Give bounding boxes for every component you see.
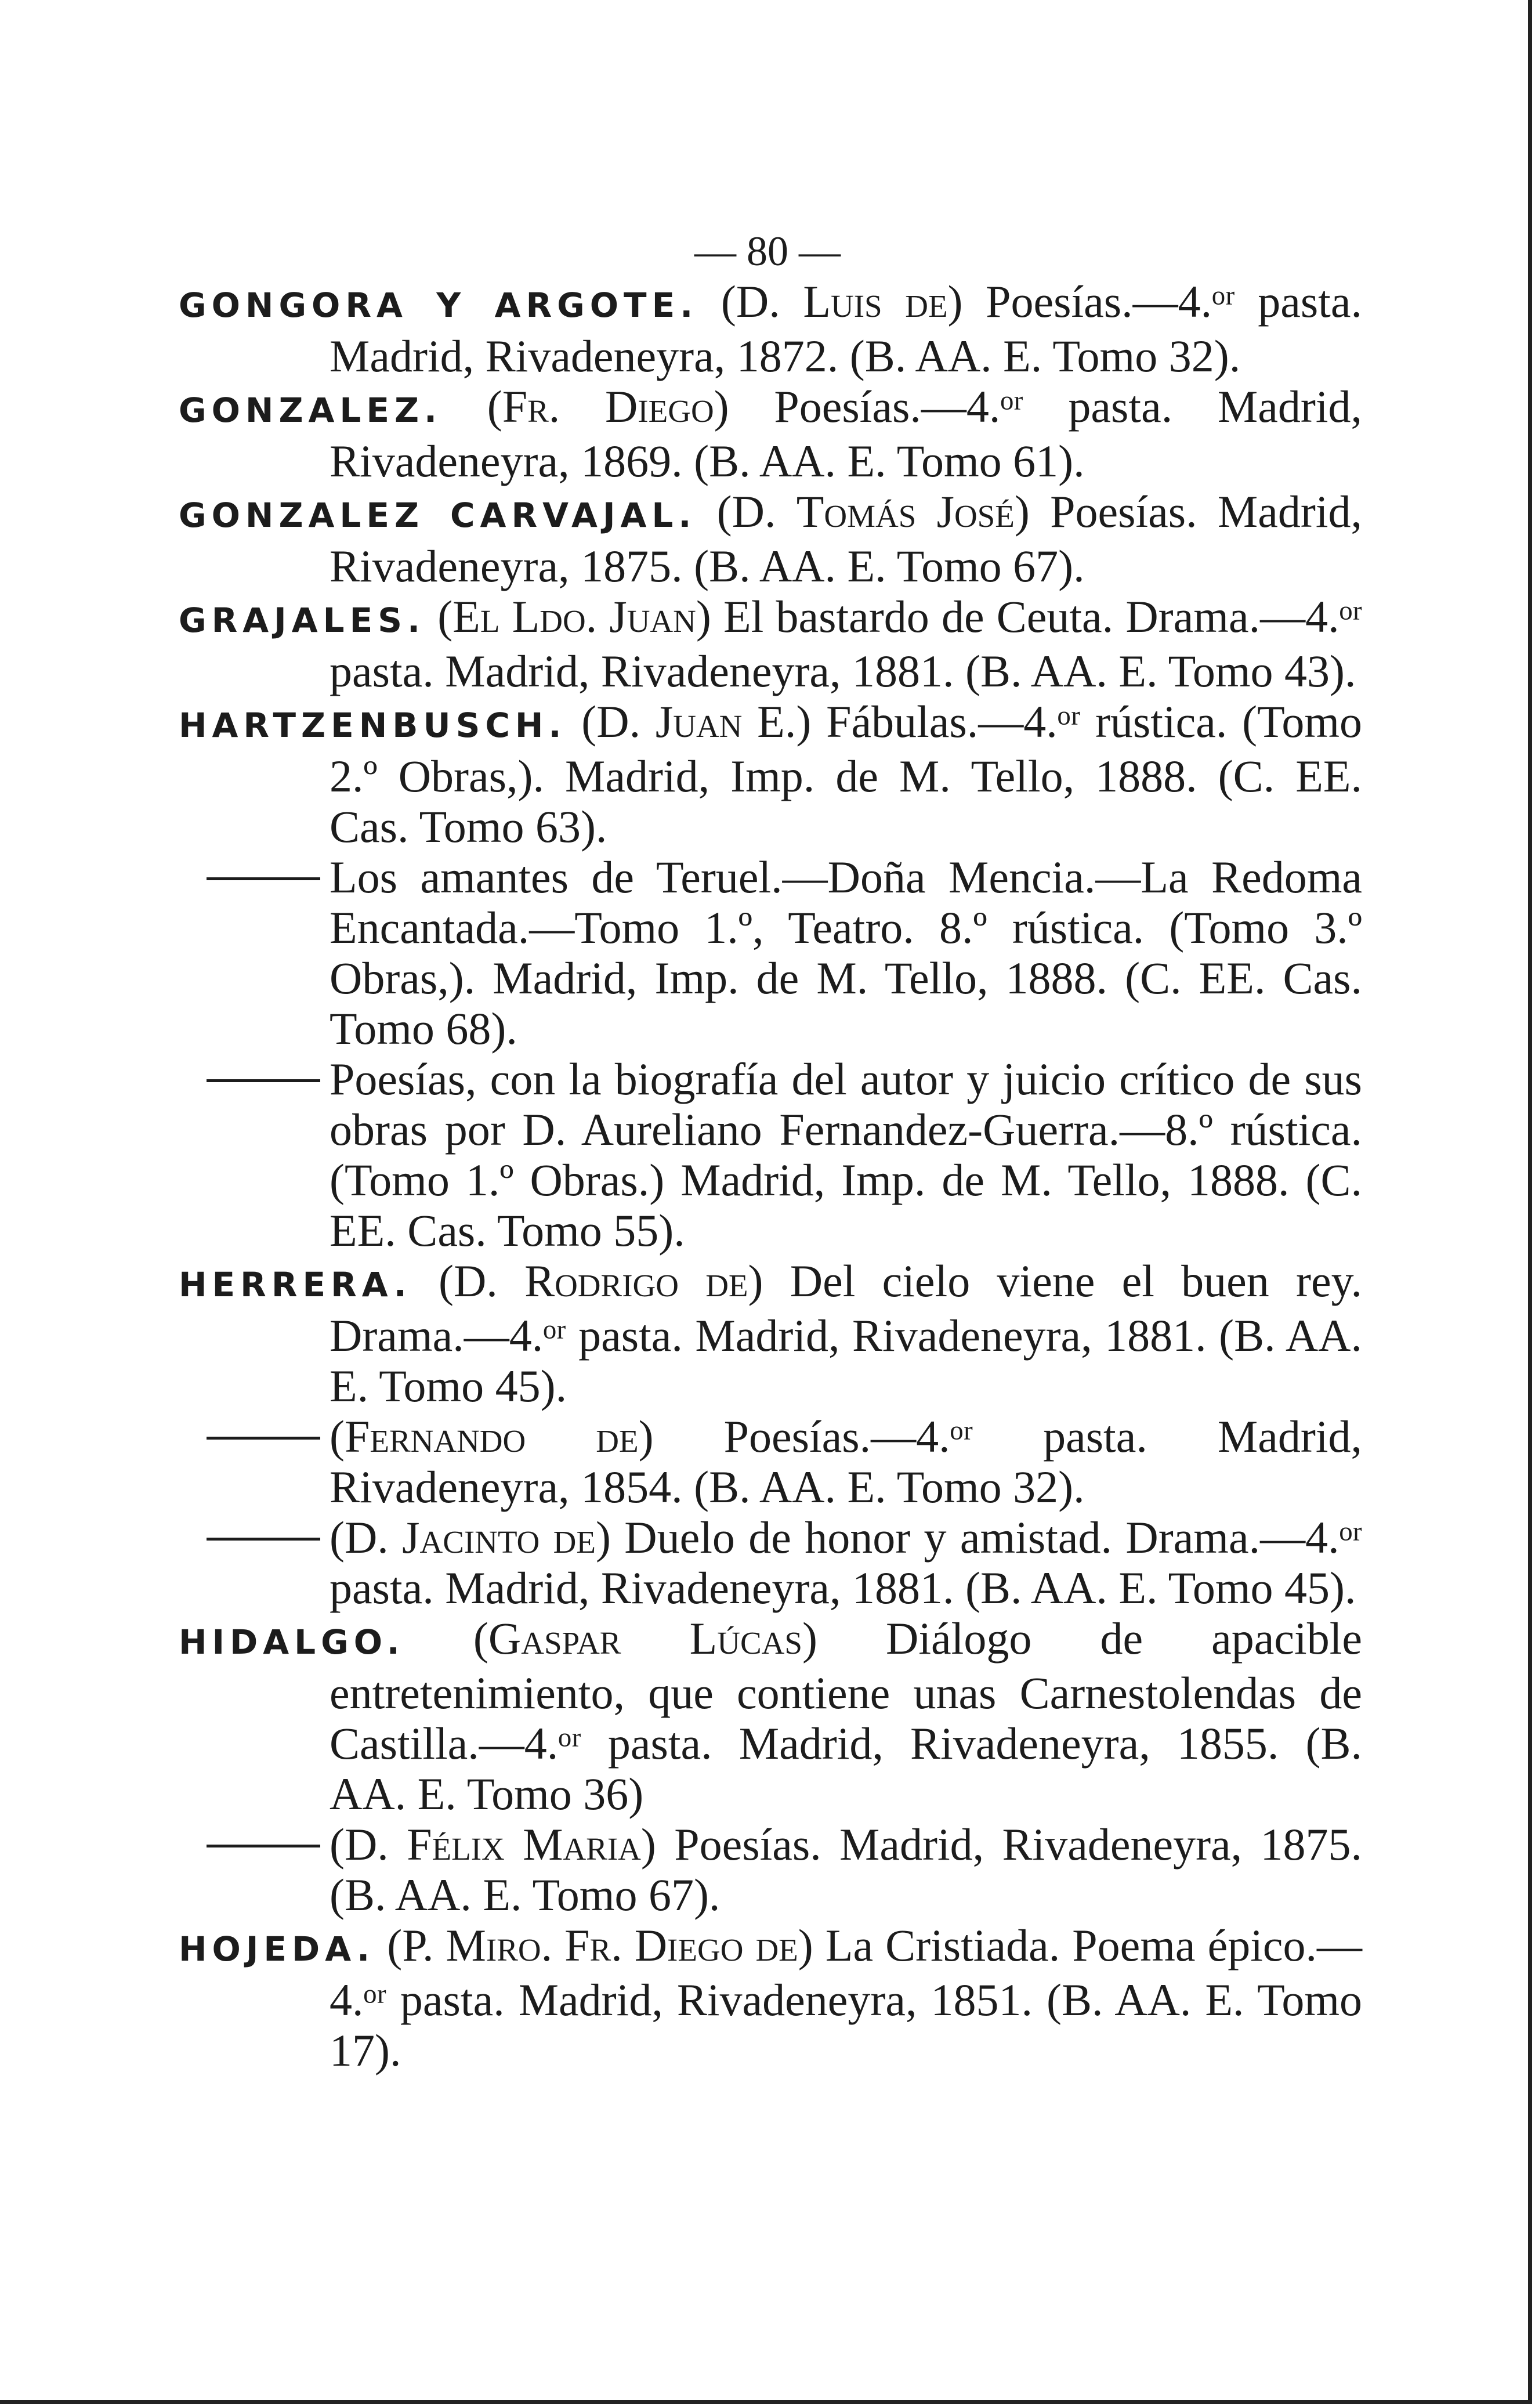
entry-text: ( [442,381,502,432]
author-name: Fr. Diego [502,381,714,432]
entry-text: ) El bastardo de Ceuta. Drama.—4.ᵒʳ pasta. Madrid, Rivadeneyra, 1881. (B. AA. E. Tomo 43). [330,591,1362,696]
entry-text: (D. [696,486,797,537]
author-name: Gaspar Lúcas [488,1613,802,1664]
entry-text: ( [404,1613,488,1664]
entry-text: ) Poesías. Madrid, Rivadeneyra, 1875. (B. AA. E. Tomo 67). [330,486,1362,591]
ditto-dash [207,877,320,880]
author-name: Félix Maria [407,1819,641,1870]
entry-text: (D. [330,1512,403,1563]
bibliography-subentry [179,1411,1362,1512]
bibliography-entry [179,1256,1362,1411]
bibliography-subentry [179,1054,1362,1256]
entry-heading: HERRERA. [179,1265,412,1304]
entry-text: ) La Cristiada. Poema épico.—4.ᵒʳ pasta. Madrid, Rivadeneyra, 1851. (B. AA. E. Tomo 17). [330,1920,1362,2076]
bibliography-list [179,276,1362,2076]
author-name: Jacinto de [402,1512,596,1563]
page-number: — 80 — [694,228,841,274]
entry-text: ( [330,1411,345,1462]
bibliography-subentry [179,1819,1362,1920]
entry-text: (D. [330,1819,407,1870]
ditto-dash [207,1845,320,1847]
entry-text: Poesías, con la biografía del autor y juicio crítico de sus obras por D. Aureliano Fernandez-Guerra.—8.º rústica. (Tomo 1.º Obras.) Madrid, Imp. de M. Tello, 1888. (C. EE. Cas. Tomo 55). [330,1054,1362,1256]
entry-text: ) Poesías.—4.ᵒʳ pasta. Madrid, Rivadeneyra, 1872. (B. AA. E. Tomo 32). [330,276,1362,381]
bibliography-entry [179,696,1362,852]
author-name: Luis de [803,276,948,327]
entry-text: (D. [698,276,803,327]
entry-heading: GONZALEZ CARVAJAL. [179,496,697,535]
author-name: El Ldo. Juan [452,591,696,642]
bibliography-entry [179,1920,1362,2076]
entry-text: ( [375,1920,403,1970]
author-name: Rodrigo de [524,1256,748,1306]
ditto-dash [207,1538,320,1541]
entry-text: ) Poesías.—4.ᵒʳ pasta. Madrid, Rivadeneyra, 1854. (B. AA. E. Tomo 32). [330,1411,1363,1512]
entry-text: Los amantes de Teruel.—Doña Mencia.—La Redoma Encantada.—Tomo 1.º, Teatro. 8.º rústica. (Tomo 3.º Obras,). Madrid, Imp. de M. Tello, 1888. (C. EE. Cas. Tomo 68). [330,852,1362,1054]
bibliography-entry [179,276,1362,381]
ditto-dash [207,1079,320,1082]
entry-text: ) Del cielo viene el buen rey. Drama.—4.ᵒʳ pasta. Madrid, Rivadeneyra, 1881. (B. AA. E. Tomo 45). [330,1256,1363,1411]
author-name: Fernando de [344,1411,639,1462]
entry-heading: GONGORA Y ARGOTE. [179,285,698,325]
author-name: Juan E. [655,696,797,747]
entry-heading: HOJEDA. [179,1929,375,1969]
entry-heading: GONZALEZ. [179,391,443,430]
entry-text: (D. [566,696,656,747]
entry-text: ) Diálogo de apacible entretenimiento, que contiene unas Carnestolendas de Castilla.—4.ᵒʳ pasta. Madrid, Rivadeneyra, 1855. (B. AA. E. Tomo 36) [330,1613,1362,1819]
bibliography-entry [179,381,1362,486]
entry-heading: HIDALGO. [179,1622,405,1662]
ditto-dash [207,1437,320,1440]
entry-heading: GRAJALES. [179,601,426,640]
entry-text: ) Fábulas.—4.ᵒʳ rústica. (Tomo 2.º Obras,). Madrid, Imp. de M. Tello, 1888. (C. EE. Cas. Tomo 63). [330,696,1362,852]
bibliography-subentry [179,852,1362,1054]
entry-text: ) Poesías. Madrid, Rivadeneyra, 1875. (B. AA. E. Tomo 67). [330,1819,1363,1920]
bibliography-entry [179,591,1362,696]
bibliography-entry [179,486,1362,591]
entry-text: (D. [411,1256,525,1306]
author-name: Tomás José [796,486,1015,537]
entry-heading: HARTZENBUSCH. [179,706,567,745]
bibliography-entry [179,1613,1362,1819]
entry-text: ) Poesías.—4.ᵒʳ pasta. Madrid, Rivadeneyra, 1869. (B. AA. E. Tomo 61). [330,381,1362,486]
entry-text: ) Duelo de honor y amistad. Drama.—4.ᵒʳ pasta. Madrid, Rivadeneyra, 1881. (B. AA. E. Tomo 45). [330,1512,1362,1613]
bibliography-subentry [179,1512,1362,1613]
entry-text: ( [425,591,453,642]
author-name: P. Miro. Fr. Diego de [402,1920,798,1970]
